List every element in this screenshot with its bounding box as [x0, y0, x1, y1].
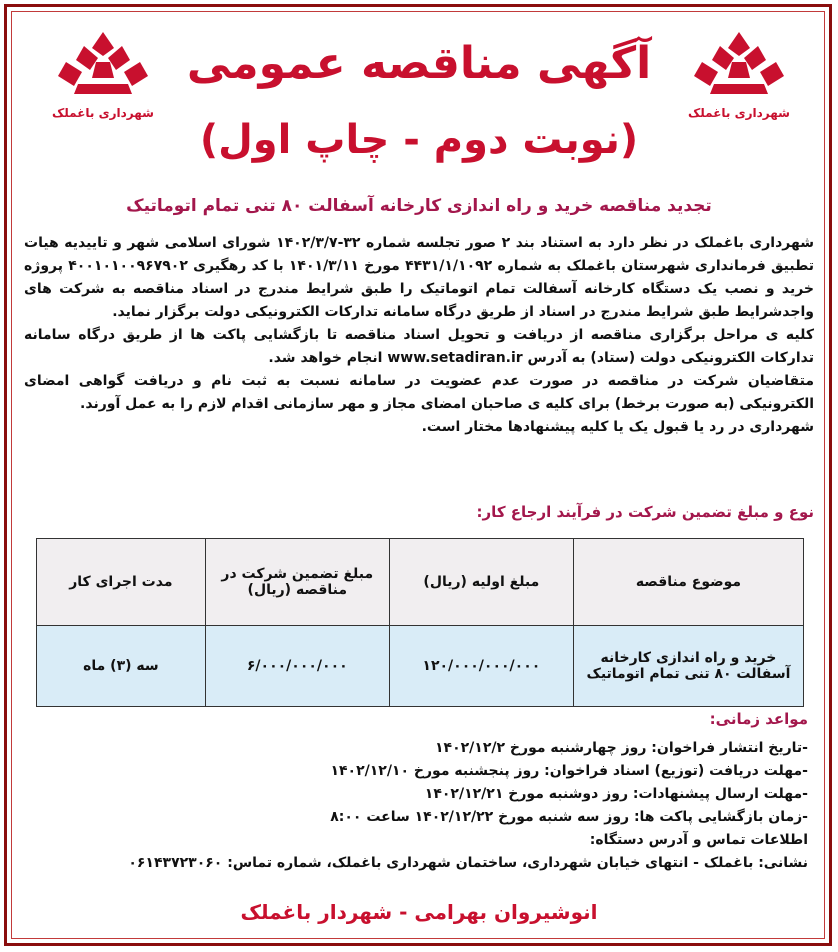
schedule-list — [30, 737, 808, 875]
contact-heading: اطلاعات تماس و آدرس دستگاه: — [589, 832, 808, 848]
schedule-title: مواعد زمانی: — [709, 710, 808, 728]
table-cell: سه (۳) ماه — [37, 626, 206, 707]
schedule-item: -زمان بازگشایی پاکت ها: روز سه شنبه مورخ ۱۴۰۲/۱۲/۲۲ ساعت ۸:۰۰ — [330, 809, 808, 825]
mayor-signature: انوشیروان بهرامی - شهردار باغملک — [240, 900, 598, 924]
body-paragraph: شهرداری باغملک در نظر دارد به استناد بند ۲ صور تجلسه شماره ۳۲-۱۴۰۲/۳/۷ شورای اسلامی شهر و تاییدیه هیات تطبیق فرمانداری شهرستان باغملک به شماره ۴۴۳۱/۱/۱۰۹۲ مورخ ۱۴۰۱/۳/۱۱ با کد رهگیری ۴۰۰۱۰۱۰۰۹۶۷۹۰۲ پروژه خرید و نصب یک دستگاه کارخانه آسفالت تمام اتوماتیک را طبق شرایط مندرج در اسناد مناقصه به شرکت های واجدشرایط طبق شرایط مندرج در اسناد از طریق درگاه سامانه تدارکات الکترونیکی دولت برگزار نماید. — [24, 235, 814, 320]
logo-caption: شهرداری باغملک — [52, 106, 154, 120]
body-paragraph: کلیه ی مراحل برگزاری مناقصه از دریافت و تحویل اسناد مناقصه تا بازگشایی پاکت ها از طریق درگاه سامانه تدارکات الکترونیکی دولت (ستاد) به آدرس www.setadiran.ir انجام خواهد شد. — [24, 327, 814, 366]
contact-address: نشانی: باغملک - انتهای خیابان شهرداری، ساختمان شهرداری باغملک، شماره تماس: ۰۶۱۴۳۷۲۳۰۶۰ — [128, 855, 808, 871]
municipality-logo-left — [48, 28, 158, 120]
tender-heading: تجدید مناقصه خرید و راه اندازی کارخانه آسفالت ۸۰ تنی تمام اتوماتیک — [126, 196, 712, 216]
table-cell: خرید و راه اندازی کارخانه آسفالت ۸۰ تنی تمام اتوماتیک — [573, 626, 803, 707]
table-header: مدت اجرای کار — [37, 539, 206, 626]
guarantee-label: نوع و مبلغ تضمین شرکت در فرآیند ارجاع کار: — [476, 503, 814, 521]
table-header: مبلغ تضمین شرکت در مناقصه (ریال) — [205, 539, 389, 626]
schedule-item: -مهلت دریافت (توزیع) اسناد فراخوان: روز پنجشنبه مورخ ۱۴۰۲/۱۲/۱۰ — [330, 763, 808, 779]
table-cell: ۱۲۰/۰۰۰/۰۰۰/۰۰۰ — [389, 626, 573, 707]
notice-title: آگهی مناقصه عمومی — [186, 38, 652, 89]
table-row — [37, 626, 804, 707]
notice-subtitle: (نوبت دوم - چاپ اول) — [199, 117, 639, 163]
table-header: موضوع مناقصه — [573, 539, 803, 626]
logo-emblem-icon — [48, 28, 158, 104]
body-paragraph: متقاضیان شرکت در مناقصه در صورت عدم عضویت در سامانه نسبت به ثبت نام و دریافت گواهی امضای الکترونیکی (به صورت برخط) برای کلیه ی صاحبان امضای مجاز و مهر سازمانی اقدام لازم را به عمل آورند. — [24, 373, 814, 412]
body-paragraph: شهرداری در رد یا قبول یک یا کلیه پیشنهادها مختار است. — [421, 419, 814, 435]
municipality-logo-right — [684, 28, 794, 120]
schedule-item: -تاریخ انتشار فراخوان: روز چهارشنبه مورخ ۱۴۰۲/۱۲/۲ — [435, 740, 808, 756]
table-cell: ۶/۰۰۰/۰۰۰/۰۰۰ — [205, 626, 389, 707]
notice-body — [24, 232, 814, 439]
logo-caption: شهرداری باغملک — [688, 106, 790, 120]
schedule-item: -مهلت ارسال پیشنهادات: روز دوشنبه مورخ ۱۴۰۲/۱۲/۲۱ — [424, 786, 808, 802]
table-header: مبلغ اولیه (ریال) — [389, 539, 573, 626]
table-header-row — [37, 539, 804, 626]
logo-emblem-icon — [684, 28, 794, 104]
tender-table — [36, 538, 804, 707]
